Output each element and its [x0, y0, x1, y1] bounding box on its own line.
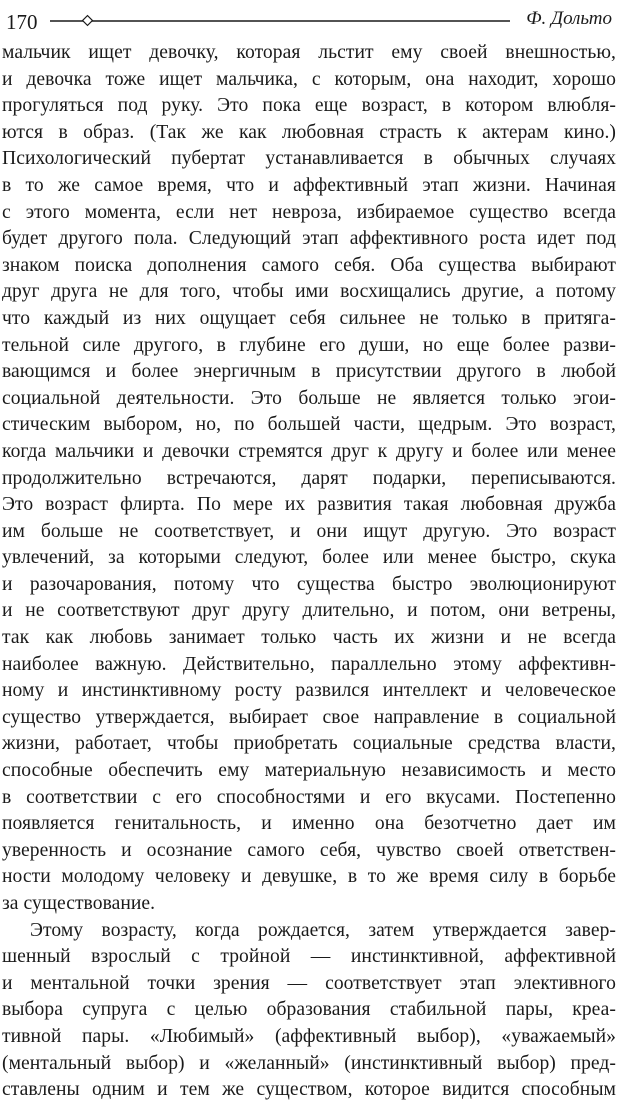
text-line: ются в образ. (Так же как любовная страсть к актерам кино.)	[2, 121, 616, 143]
text-line-paragraph-end: за существование.	[2, 893, 156, 914]
text-line: ному и инстинктивному росту развился интеллект и человеческое	[2, 680, 616, 702]
header-rule	[50, 4, 510, 36]
text-line: когда мальчики и девочки стремятся друг к другу и более или менее	[2, 440, 616, 462]
text-line: выбора супруга с целью образования стабильной пары, креа-	[2, 999, 616, 1021]
text-line: Это возраст флирта. По мере их развития такая любовная дружба	[2, 494, 616, 516]
page-number: 170	[6, 10, 38, 34]
text-line: шенный взрослый с тройной — инстинктивной, аффективной	[2, 946, 616, 968]
text-line: им больше не соответствует, и они ищут другую. Это возраст	[2, 520, 616, 542]
text-line: что каждый из них ощущает себя сильнее не только в притяга-	[2, 307, 616, 329]
text-line: появляется генитальность, и именно она безотчетно дает им	[2, 813, 616, 835]
text-line: существо утверждается, выбирает свое направление в социальной	[2, 706, 616, 728]
text-line: в то же самое время, что и аффективный этап жизни. Начиная	[2, 174, 616, 196]
running-head: Ф. Дольто	[526, 8, 612, 29]
text-line: наиболее важную. Действительно, параллельно этому аффективн-	[2, 653, 616, 675]
text-line: и девочка тоже ищет мальчика, с которым, она находит, хорошо	[2, 68, 616, 90]
text-line: прогуляться под руку. Это пока еще возраст, в котором влюбля-	[2, 95, 616, 117]
text-line: мальчик ищет девочку, которая льстит ему своей внешностью,	[2, 42, 616, 63]
text-line: стическим выбором, но, по большей части, щедрым. Это возраст,	[2, 414, 616, 436]
text-line: так как любовь занимает только часть их жизни и не всегда	[2, 627, 616, 649]
text-line: Психологический пубертат устанавливается в обычных случаях	[2, 148, 616, 170]
body-text	[2, 40, 616, 1104]
text-line: и ментальной точки зрения — соответствует этап элективного	[2, 972, 616, 994]
text-line: с этого момента, если нет невроза, избираемое существо всегда	[2, 201, 616, 223]
text-line: и разочарования, потому что существа быстро эволюционируют	[2, 573, 616, 595]
text-line: друг друга не для того, чтобы ими восхищались другие, а потому	[2, 281, 616, 303]
text-line: вающимся и более энергичным в присутствии другого в любой	[2, 361, 616, 383]
text-line: продолжительно встречаются, дарят подарки, переписываются.	[2, 467, 616, 489]
text-line: ности молодому человеку и девушке, в то же время силу в борьбе	[2, 866, 616, 888]
text-line: социальной деятельности. Это больше не является только эгои-	[2, 387, 616, 409]
text-line: способные обеспечить ему материальную независимость и место	[2, 760, 616, 782]
text-line: будет другого пола. Следующий этап аффективного роста идет под	[2, 228, 616, 250]
text-line-paragraph-start: Этому возрасту, когда рождается, затем утверждается завер-	[30, 919, 616, 941]
text-line: тельной силе другого, в глубине его души, но еще более разви-	[2, 334, 616, 356]
text-line: знаком поиска дополнения самого себя. Оба существа выбирают	[2, 254, 616, 276]
text-line: ставлены одним и тем же существом, которое видится способным	[2, 1079, 616, 1101]
page-header	[6, 4, 614, 36]
text-line: тивной пары. «Любимый» (аффективный выбор), «уважаемый»	[2, 1025, 616, 1047]
text-line: уверенность и осознание самого себя, чувство своей ответствен-	[2, 839, 616, 861]
text-line: жизни, работает, чтобы приобретать социальные средства власти,	[2, 733, 616, 755]
text-line: и не соответствуют друг другу длительно, и потом, они ветрены,	[2, 600, 616, 622]
text-line: (ментальный выбор) и «желанный» (инстинктивный выбор) пред-	[2, 1052, 616, 1074]
text-line: в соответствии с его способностями и его вкусами. Постепенно	[2, 786, 616, 808]
text-line: увлечений, за которыми следуют, более или менее быстро, скука	[2, 547, 616, 569]
